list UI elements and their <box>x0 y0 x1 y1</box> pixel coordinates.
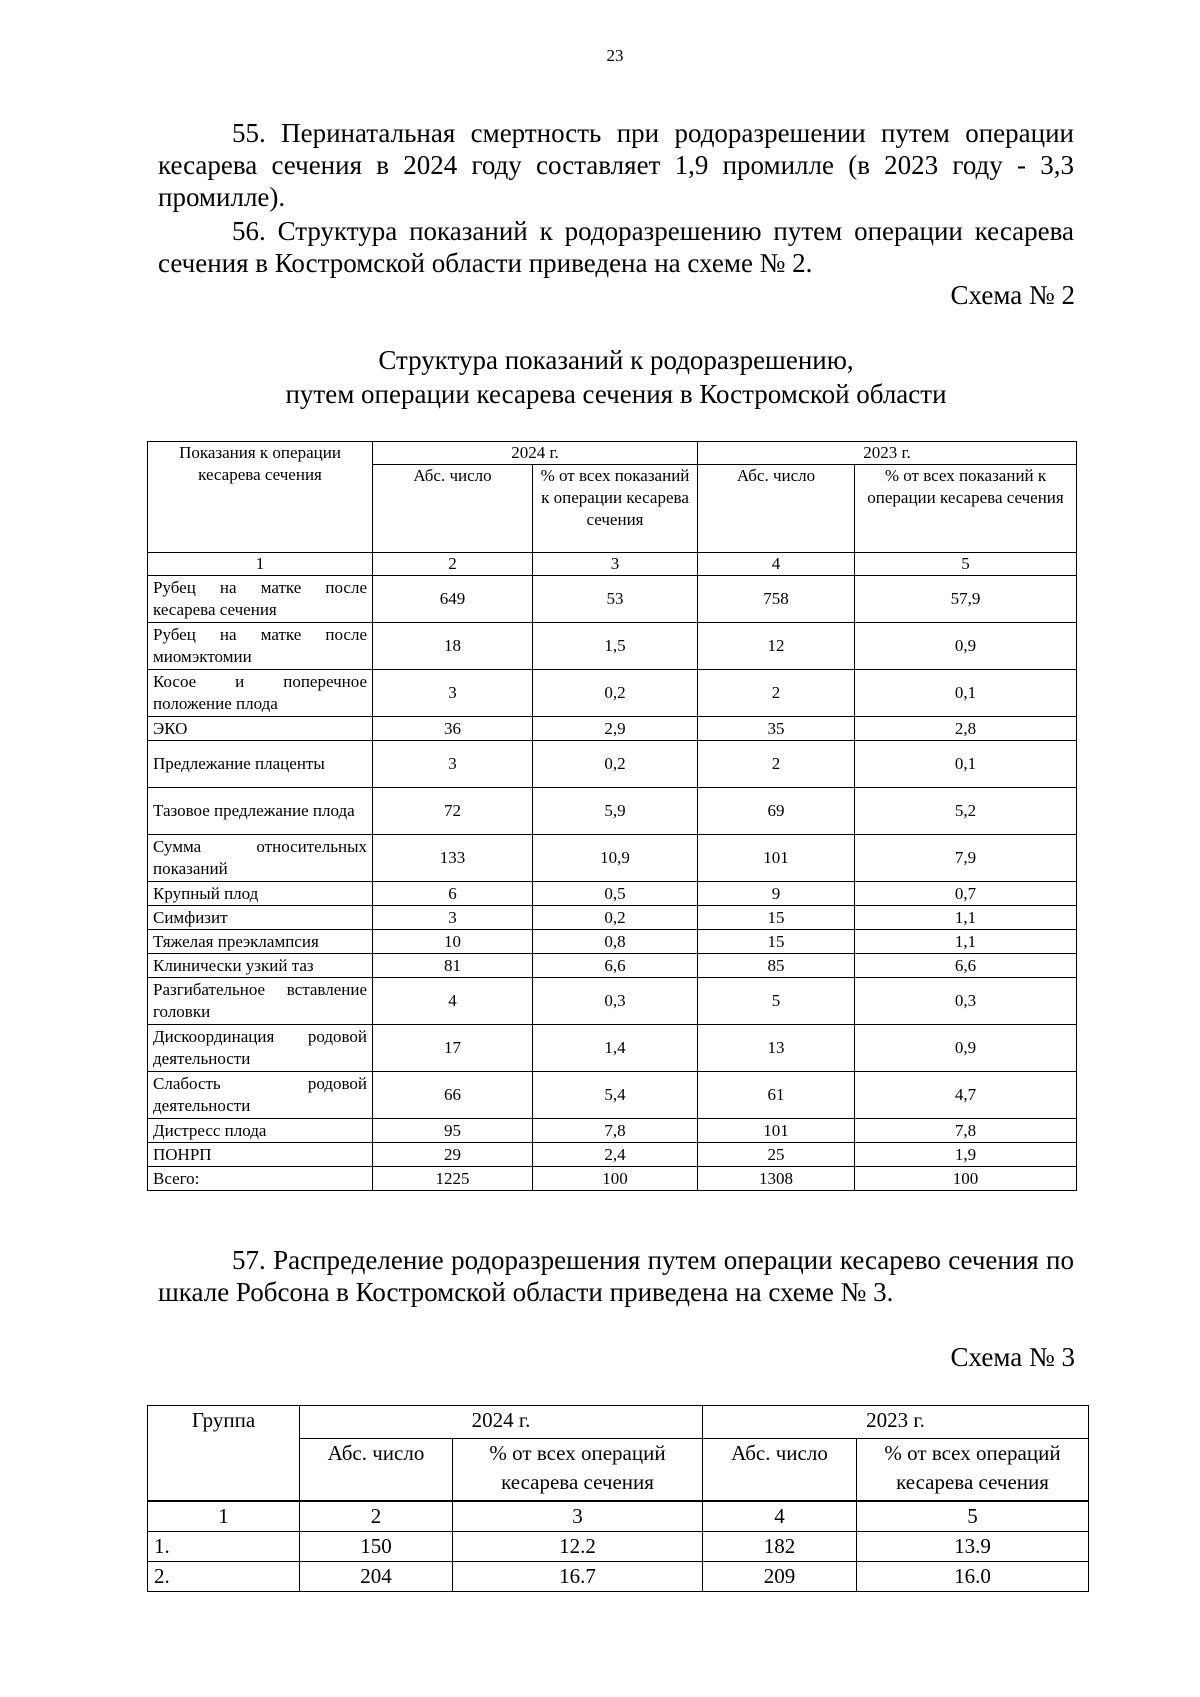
cell: 1,1 <box>855 930 1077 954</box>
cell: 29 <box>373 1143 533 1167</box>
header-year-2024: 2024 г. <box>373 442 698 465</box>
table-row-total <box>148 1167 1077 1191</box>
row-label: ЭКО <box>148 717 373 741</box>
cell: 1308 <box>698 1167 855 1191</box>
row-label: Рубец на матке после кесарева сечения <box>148 576 373 623</box>
cell: 72 <box>373 788 533 835</box>
cell: 0,1 <box>855 741 1077 788</box>
column-number: 2 <box>373 553 533 576</box>
header-abs-2023: Абс. число <box>703 1439 857 1501</box>
cell: 16.0 <box>857 1561 1089 1591</box>
row-label: Разгибательное вставление головки <box>148 978 373 1025</box>
cell: 4,7 <box>855 1072 1077 1119</box>
header-abs-2023: Абс. число <box>698 465 855 553</box>
cell: 0,9 <box>855 623 1077 670</box>
cell: 1,1 <box>855 906 1077 930</box>
row-label: Тазовое предлежание плода <box>148 788 373 835</box>
cell: 10 <box>373 930 533 954</box>
cell: 1225 <box>373 1167 533 1191</box>
cell: 13 <box>698 1025 855 1072</box>
page-number: 23 <box>606 46 624 65</box>
column-number: 4 <box>698 553 855 576</box>
row-label: Симфизит <box>148 906 373 930</box>
robson-table <box>147 1405 1089 1592</box>
row-label: Крупный плод <box>148 882 373 906</box>
header-indications: Показания к операции кесарева сечения <box>148 442 373 553</box>
table-row <box>148 623 1077 670</box>
header-pct-2024: % от всех показаний к операции кесарева сечения <box>533 465 698 553</box>
cell: 0,2 <box>533 741 698 788</box>
cell: 3 <box>373 741 533 788</box>
table-row <box>148 1025 1077 1072</box>
cell: 3 <box>373 906 533 930</box>
cell: 133 <box>373 835 533 882</box>
cell: 5 <box>698 978 855 1025</box>
cell: 81 <box>373 954 533 978</box>
paragraph-57: 57. Распределение родоразрешения путем операции кесарево сечения по шкале Робсона в Костромской области приведена на схеме № 3. <box>158 1245 1074 1307</box>
table-row <box>148 1143 1077 1167</box>
cell: 7,8 <box>533 1119 698 1143</box>
cell: 17 <box>373 1025 533 1072</box>
cell: 2 <box>698 670 855 717</box>
paragraph-56: 56. Структура показаний к родоразрешению путем операции кесарева сечения в Костромской области приведена на схеме № 2. <box>158 216 1074 278</box>
table-row <box>148 670 1077 717</box>
cell: 57,9 <box>855 576 1077 623</box>
cell: 5,4 <box>533 1072 698 1119</box>
cell: 5,2 <box>855 788 1077 835</box>
cell: 0,1 <box>855 670 1077 717</box>
cell: 0,2 <box>533 670 698 717</box>
cell: 2,4 <box>533 1143 698 1167</box>
row-label: Клинически узкий таз <box>148 954 373 978</box>
cell: 0,5 <box>533 882 698 906</box>
table-row <box>148 1072 1077 1119</box>
cell: 2,9 <box>533 717 698 741</box>
cell: 3 <box>373 670 533 717</box>
row-label: Рубец на матке после миомэктомии <box>148 623 373 670</box>
cell: 101 <box>698 835 855 882</box>
cell: 12.2 <box>453 1531 703 1561</box>
cell: 2 <box>698 741 855 788</box>
indications-table <box>147 441 1077 1191</box>
header-abs-2024: Абс. число <box>300 1439 453 1501</box>
cell: 6,6 <box>855 954 1077 978</box>
row-label: Предлежание плаценты <box>148 741 373 788</box>
header-year-2023: 2023 г. <box>703 1406 1089 1439</box>
cell: 85 <box>698 954 855 978</box>
cell: 0,9 <box>855 1025 1077 1072</box>
cell: 13.9 <box>857 1531 1089 1561</box>
cell: 5,9 <box>533 788 698 835</box>
cell: 1,9 <box>855 1143 1077 1167</box>
row-label: Всего: <box>148 1167 373 1191</box>
header-pct-2024: % от всех операций кесарева сечения <box>453 1439 703 1501</box>
column-number-row <box>148 553 1077 576</box>
column-number: 1 <box>148 1501 300 1532</box>
table-row <box>148 954 1077 978</box>
table-row <box>148 1119 1077 1143</box>
header-year-2024: 2024 г. <box>300 1406 703 1439</box>
cell: 61 <box>698 1072 855 1119</box>
header-abs-2024: Абс. число <box>373 465 533 553</box>
cell: 4 <box>373 978 533 1025</box>
column-number: 1 <box>148 553 373 576</box>
column-number-row <box>148 1501 1089 1532</box>
cell: 2,8 <box>855 717 1077 741</box>
table-row <box>148 1561 1089 1591</box>
cell: 69 <box>698 788 855 835</box>
header-pct-2023: % от всех показаний к операции кесарева сечения <box>855 465 1077 553</box>
table-2-title-line-2: путем операции кесарева сечения в Костромской области <box>285 379 947 409</box>
cell: 16.7 <box>453 1561 703 1591</box>
cell: 209 <box>703 1561 857 1591</box>
cell: 66 <box>373 1072 533 1119</box>
cell: 15 <box>698 930 855 954</box>
cell: 36 <box>373 717 533 741</box>
table-row <box>148 788 1077 835</box>
cell: 18 <box>373 623 533 670</box>
cell: 12 <box>698 623 855 670</box>
cell: 9 <box>698 882 855 906</box>
cell: 25 <box>698 1143 855 1167</box>
header-year-2023: 2023 г. <box>698 442 1077 465</box>
column-number: 5 <box>857 1501 1089 1532</box>
row-label: Слабость родовой деятельности <box>148 1072 373 1119</box>
table-row <box>148 1531 1089 1561</box>
table-row <box>148 576 1077 623</box>
cell: 7,8 <box>855 1119 1077 1143</box>
cell: 182 <box>703 1531 857 1561</box>
cell: 10,9 <box>533 835 698 882</box>
row-label: Дискоординация родовой деятельности <box>148 1025 373 1072</box>
table-row <box>148 741 1077 788</box>
table-row <box>148 978 1077 1025</box>
table-row <box>148 930 1077 954</box>
cell: 1,5 <box>533 623 698 670</box>
cell: 0,3 <box>855 978 1077 1025</box>
table-row <box>148 717 1077 741</box>
cell: 35 <box>698 717 855 741</box>
header-group: Группа <box>148 1406 300 1501</box>
row-label: Тяжелая преэклампсия <box>148 930 373 954</box>
table-row <box>148 906 1077 930</box>
cell: 6,6 <box>533 954 698 978</box>
column-number: 3 <box>453 1501 703 1532</box>
cell: 150 <box>300 1531 453 1561</box>
column-number: 2 <box>300 1501 453 1532</box>
row-label: Дистресс плода <box>148 1119 373 1143</box>
column-number: 4 <box>703 1501 857 1532</box>
cell: 100 <box>533 1167 698 1191</box>
schema-3-label: Схема № 3 <box>950 1342 1075 1372</box>
row-label: 1. <box>148 1531 300 1561</box>
cell: 758 <box>698 576 855 623</box>
cell: 1,4 <box>533 1025 698 1072</box>
cell: 15 <box>698 906 855 930</box>
table-2-title <box>158 343 1074 411</box>
cell: 100 <box>855 1167 1077 1191</box>
cell: 95 <box>373 1119 533 1143</box>
paragraph-55: 55. Перинатальная смертность при родоразрешении путем операции кесарева сечения в 2024 году составляет 1,9 промилле (в 2023 году - 3,3 промилле). <box>158 118 1074 212</box>
table-row <box>148 882 1077 906</box>
header-pct-2023: % от всех операций кесарева сечения <box>857 1439 1089 1501</box>
cell: 0,3 <box>533 978 698 1025</box>
cell: 204 <box>300 1561 453 1591</box>
cell: 7,9 <box>855 835 1077 882</box>
table-2-title-line-1: Структура показаний к родоразрешению, <box>378 345 854 375</box>
row-label: ПОНРП <box>148 1143 373 1167</box>
cell: 0,8 <box>533 930 698 954</box>
cell: 0,2 <box>533 906 698 930</box>
cell: 101 <box>698 1119 855 1143</box>
cell: 6 <box>373 882 533 906</box>
cell: 649 <box>373 576 533 623</box>
column-number: 5 <box>855 553 1077 576</box>
table-row <box>148 835 1077 882</box>
row-label: 2. <box>148 1561 300 1591</box>
column-number: 3 <box>533 553 698 576</box>
row-label: Косое и поперечное положение плода <box>148 670 373 717</box>
cell: 0,7 <box>855 882 1077 906</box>
schema-2-label: Схема № 2 <box>950 280 1075 310</box>
row-label: Сумма относительных показаний <box>148 835 373 882</box>
cell: 53 <box>533 576 698 623</box>
